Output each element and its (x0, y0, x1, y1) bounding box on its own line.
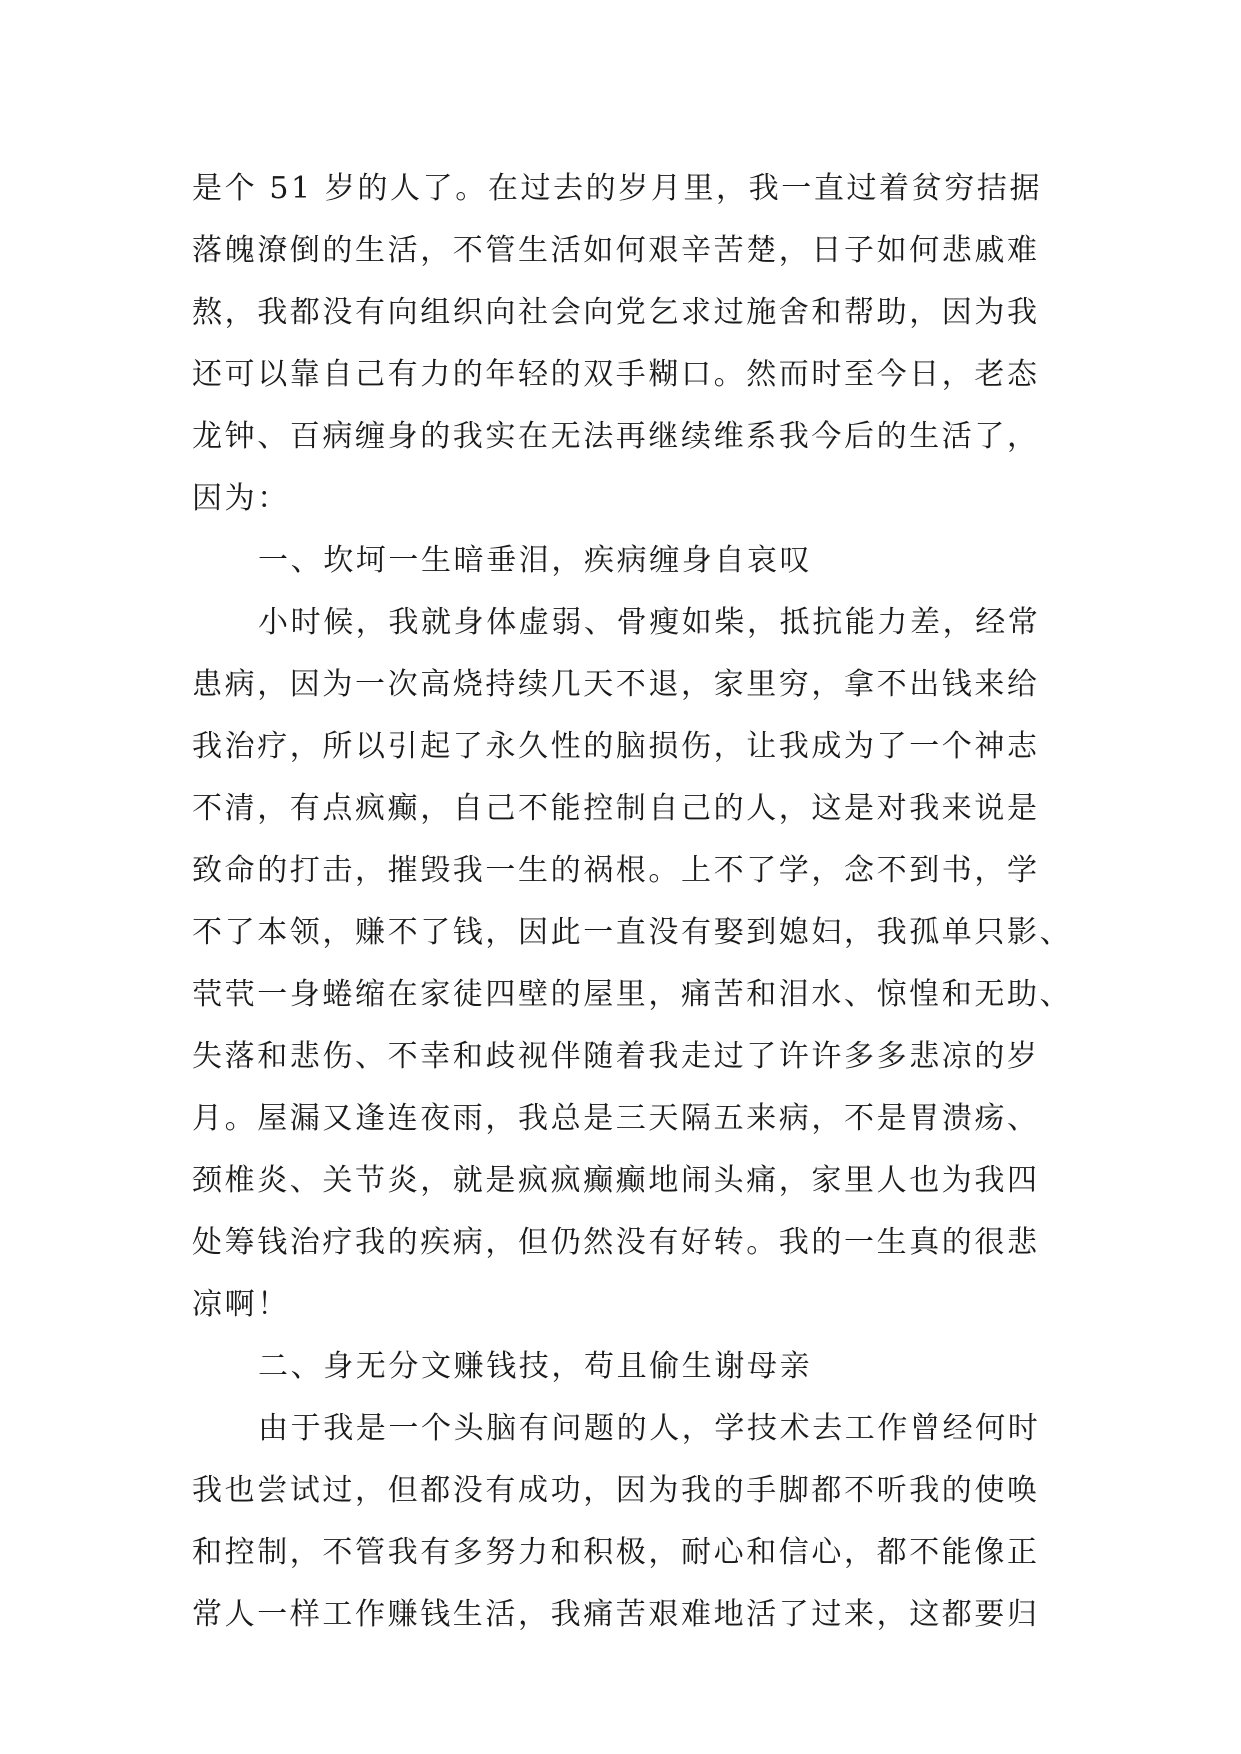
text-line: 我也尝试过，但都没有成功，因为我的手脚都不听我的使唤 (192, 1473, 1040, 1508)
text-line: 龙钟、百病缠身的我实在无法再继续维系我今后的生活了， (192, 419, 1040, 454)
text-line: 不清，有点疯癫，自己不能控制自己的人，这是对我来说是 (192, 791, 1040, 826)
paragraph-first-line: 小时候，我就身体虚弱、骨瘦如柴，抵抗能力差，经常 (258, 605, 1041, 640)
text-line: 不了本领，赚不了钱，因此一直没有娶到媳妇，我孤单只影、 (192, 915, 1073, 950)
document-body (192, 158, 1073, 1646)
text-line: 处筹钱治疗我的疾病，但仍然没有好转。我的一生真的很悲 (192, 1225, 1040, 1260)
text-line: 因为： (192, 481, 290, 516)
text-line: 月。屋漏又逢连夜雨，我总是三天隔五来病，不是胃溃疡、 (192, 1101, 1040, 1136)
section-heading: 一、坎坷一生暗垂泪，疾病缠身自哀叹 (258, 543, 813, 578)
paragraph-first-line: 由于我是一个头脑有问题的人，学技术去工作曾经何时 (258, 1411, 1041, 1446)
text-line: 失落和悲伤、不幸和歧视伴随着我走过了许许多多悲凉的岁 (192, 1039, 1040, 1074)
text-line: 茕茕一身蜷缩在家徒四壁的屋里，痛苦和泪水、惊惶和无助、 (192, 977, 1073, 1012)
text-line: 落魄潦倒的生活，不管生活如何艰辛苦楚，日子如何悲戚难 (192, 233, 1040, 268)
text-line: 凉啊！ (192, 1287, 290, 1322)
text-line: 是个 51 岁的人了。在过去的岁月里，我一直过着贫穷拮据 (192, 171, 1043, 206)
section-heading: 二、身无分文赚钱技，苟且偷生谢母亲 (258, 1349, 813, 1384)
text-line: 常人一样工作赚钱生活，我痛苦艰难地活了过来，这都要归 (192, 1597, 1040, 1632)
text-line: 我治疗，所以引起了永久性的脑损伤，让我成为了一个神志 (192, 729, 1040, 764)
text-line: 熬，我都没有向组织向社会向党乞求过施舍和帮助，因为我 (192, 295, 1040, 330)
text-line: 和控制，不管我有多努力和积极，耐心和信心，都不能像正 (192, 1535, 1040, 1570)
text-line: 还可以靠自己有力的年轻的双手糊口。然而时至今日，老态 (192, 357, 1040, 392)
text-line: 颈椎炎、关节炎，就是疯疯癫癫地闹头痛，家里人也为我四 (192, 1163, 1040, 1198)
text-line: 致命的打击，摧毁我一生的祸根。上不了学，念不到书，学 (192, 853, 1040, 888)
text-line: 患病，因为一次高烧持续几天不退，家里穷，拿不出钱来给 (192, 667, 1040, 702)
